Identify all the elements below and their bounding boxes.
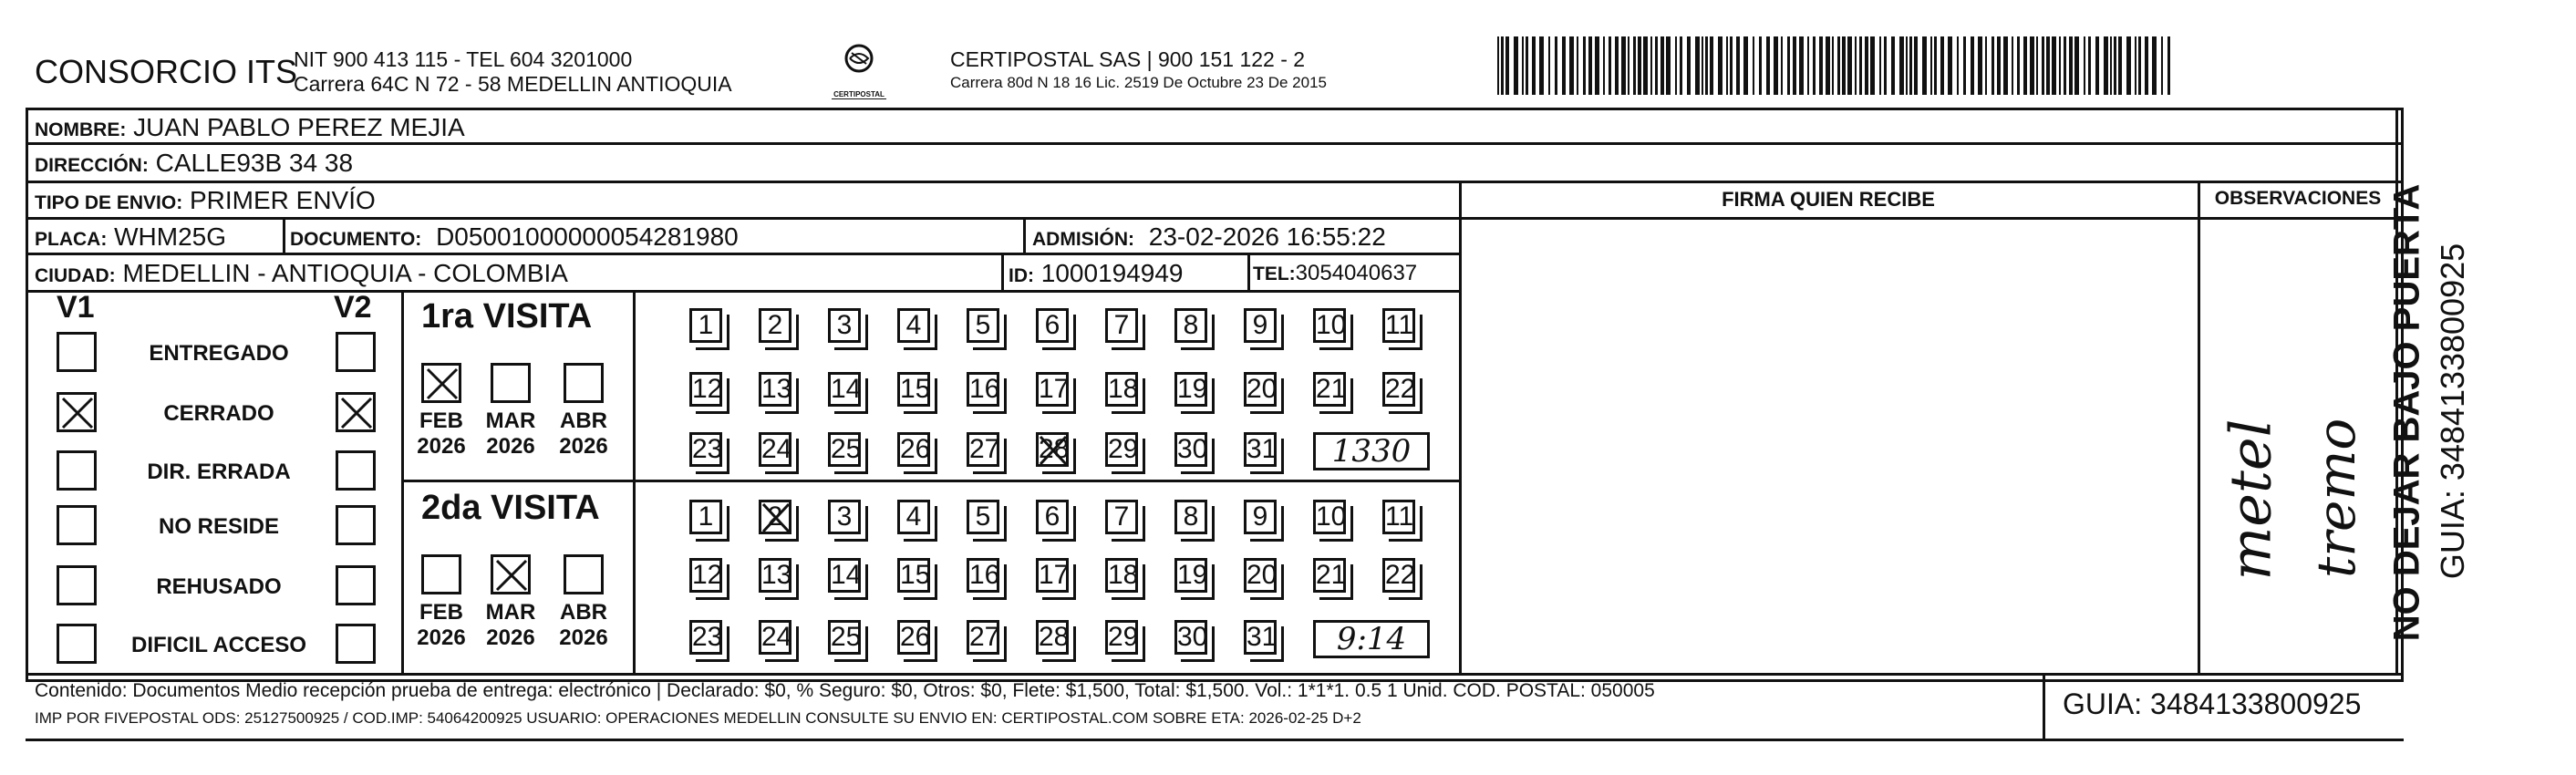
barcode-bar xyxy=(1522,36,1524,95)
barcode-bar xyxy=(1774,36,1778,95)
observaciones-note-1: metel xyxy=(2217,418,2284,581)
second-visit-day-box[interactable]: 14 xyxy=(828,558,861,593)
first-visit-time-box[interactable] xyxy=(1313,432,1430,470)
barcode-bar xyxy=(1837,36,1840,95)
barcode-bar xyxy=(1985,36,1987,95)
company-nit: NIT 900 413 115 - TEL 604 3201000 xyxy=(294,47,633,71)
barcode-bar xyxy=(2064,36,2066,95)
barcode-bar xyxy=(1781,36,1783,95)
second-visit-day-box[interactable]: 12 xyxy=(689,558,722,593)
second-visit-day-box[interactable]: 16 xyxy=(967,558,999,593)
first-visit-day-box[interactable]: 2 xyxy=(759,308,791,343)
barcode-bar xyxy=(2046,36,2050,95)
barcode-bar xyxy=(1930,36,1932,95)
observaciones-note-2: tremo xyxy=(2305,418,2367,578)
second-visit-day-box[interactable]: 4 xyxy=(897,500,930,534)
second-visit-year-label: 2026 xyxy=(559,625,608,650)
v1-checkbox[interactable] xyxy=(57,392,97,432)
v1-checkbox[interactable] xyxy=(57,332,97,372)
barcode-bar xyxy=(2042,36,2044,95)
first-visit-day-box[interactable]: 15 xyxy=(897,372,930,407)
v2-checkbox[interactable] xyxy=(336,392,376,432)
first-visit-day-box[interactable]: 22 xyxy=(1382,372,1415,407)
company-address: Carrera 64C N 72 - 58 MEDELLIN ANTIOQUIA xyxy=(294,72,732,96)
barcode-bar xyxy=(1655,36,1658,95)
direccion-value: CALLE93B 34 38 xyxy=(155,149,354,177)
first-visit-day-box[interactable]: 3 xyxy=(828,308,861,343)
check-mark-icon xyxy=(424,366,460,402)
first-visit-day-box[interactable] xyxy=(1036,432,1069,467)
first-visit-month-label: MAR xyxy=(485,408,536,433)
documento-value: D05001000000054281980 xyxy=(436,222,739,251)
barcode-bar xyxy=(1909,36,1912,95)
cross-mark-icon xyxy=(760,501,792,535)
status-label: DIFICIL ACCESO xyxy=(130,633,306,657)
barcode-bar xyxy=(1948,36,1952,95)
barcode-bar xyxy=(2138,36,2141,95)
documento-label: DOCUMENTO: xyxy=(290,229,422,250)
barcode-bar xyxy=(2036,36,2038,95)
barcode-bar xyxy=(1730,36,1733,95)
second-visit-day-box[interactable]: 15 xyxy=(897,558,930,593)
first-visit-day-box[interactable]: 6 xyxy=(1036,308,1069,343)
barcode-bar xyxy=(1501,36,1504,95)
barcode-bar xyxy=(2118,36,2122,95)
day-number: 28 xyxy=(1039,434,1070,464)
admision-label: ADMISIÓN: xyxy=(1032,229,1134,250)
barcode-bar xyxy=(1753,36,1754,95)
ciudad-label: CIUDAD: xyxy=(35,265,116,286)
first-visit-day-box[interactable]: 18 xyxy=(1105,372,1138,407)
status-label: CERRADO xyxy=(163,401,274,426)
barcode-bar xyxy=(1799,36,1804,95)
barcode-bar xyxy=(1702,36,1703,95)
second-visit-time-value: 9:14 xyxy=(1336,621,1407,657)
barcode-bar xyxy=(1532,36,1536,95)
second-visit-month-label: MAR xyxy=(485,600,536,625)
barcode-bar xyxy=(1842,36,1846,95)
barcode-bar xyxy=(1899,36,1904,95)
second-visit-month-checkbox[interactable] xyxy=(421,554,461,594)
second-visit-day-box[interactable]: 18 xyxy=(1105,558,1138,593)
barcode-bar xyxy=(1884,36,1887,95)
first-visit-month-label: ABR xyxy=(560,408,607,433)
barcode-bar xyxy=(2095,36,2099,95)
second-visit-day-box[interactable]: 17 xyxy=(1036,558,1069,593)
barcode-bar xyxy=(2088,36,2091,95)
check-mark-icon xyxy=(493,557,530,594)
second-visit-year-label: 2026 xyxy=(486,625,535,650)
barcode-bar xyxy=(1695,36,1700,95)
v1-checkbox[interactable] xyxy=(57,450,97,491)
barcode-bar xyxy=(1643,36,1648,95)
barcode-bar xyxy=(1870,36,1875,95)
barcode-bar xyxy=(1595,36,1599,95)
barcode-bar xyxy=(2059,36,2061,95)
v2-checkbox[interactable] xyxy=(336,505,376,545)
barcode-bar xyxy=(2114,36,2116,95)
second-visit-day-box[interactable]: 5 xyxy=(967,500,999,534)
barcode-bar xyxy=(2069,36,2073,95)
second-visit-day-box[interactable]: 6 xyxy=(1036,500,1069,534)
id-label: ID: xyxy=(1009,265,1034,286)
first-visit-day-box[interactable]: 7 xyxy=(1105,308,1138,343)
barcode-bar xyxy=(1934,36,1937,95)
carrier-logo-icon xyxy=(832,42,886,86)
second-visit-day-box[interactable]: 27 xyxy=(967,620,999,655)
first-visit-day-box[interactable]: 10 xyxy=(1313,308,1346,343)
first-visit-month-label: FEB xyxy=(419,408,463,433)
first-visit-year-label: 2026 xyxy=(559,434,608,459)
barcode-bar xyxy=(2052,36,2056,95)
barcode-bar xyxy=(1621,36,1626,95)
barcode-bar xyxy=(1548,36,1550,95)
footer-contenido: Contenido: Documentos Medio recepción prueba de entrega: electrónico | Declarado: $0, % Seguro: $0, Otros: $0, Flete: $1,500, Total: $1,500. Vol.: 1*1*1. 0.5 1 Unid. COD. POSTAL: 050005 xyxy=(35,680,1655,701)
first-visit-day-box[interactable]: 16 xyxy=(967,372,999,407)
second-visit-month-label: ABR xyxy=(560,600,607,625)
barcode-bar xyxy=(1859,36,1862,95)
check-mark-icon xyxy=(338,395,375,431)
barcode-bar xyxy=(1766,36,1770,95)
barcode-bar xyxy=(2167,36,2170,95)
second-visit-day-box[interactable]: 3 xyxy=(828,500,861,534)
placa-label: PLACA: xyxy=(35,229,108,250)
barcode-bar xyxy=(1819,36,1823,95)
cross-mark-icon xyxy=(1037,433,1070,468)
barcode-bar xyxy=(2104,36,2108,95)
first-visit-day-box[interactable]: 29 xyxy=(1105,432,1138,467)
barcode-bar xyxy=(1879,36,1881,95)
barcode-bar xyxy=(1957,36,1959,95)
tipo-envio-label: TIPO DE ENVIO: xyxy=(35,192,183,213)
first-visit-day-box[interactable]: 11 xyxy=(1382,308,1415,343)
barcode-bar xyxy=(2030,36,2034,95)
second-visit-day-box[interactable] xyxy=(759,500,791,534)
second-visit-day-box[interactable]: 25 xyxy=(828,620,861,655)
barcode-bar xyxy=(1609,36,1611,95)
barcode-bar xyxy=(1526,36,1528,95)
barcode-bar xyxy=(2161,36,2163,95)
first-visit-day-box[interactable]: 4 xyxy=(897,308,930,343)
barcode-bar xyxy=(1906,36,1908,95)
barcode-bar xyxy=(1743,36,1748,95)
first-visit-day-box[interactable]: 31 xyxy=(1244,432,1277,467)
second-visit-day-box[interactable]: 13 xyxy=(759,558,791,593)
footer-guia: GUIA: 3484133800925 xyxy=(2063,687,2362,720)
tel-label: TEL: xyxy=(1253,264,1296,284)
first-visit-day-box[interactable]: 9 xyxy=(1244,308,1277,343)
footer-impresion: IMP POR FIVEPOSTAL ODS: 25127500925 / COD.IMP: 54064200925 USUARIO: OPERACIONES MEDELLIN CONSULTE SU ENVIO EN: CERTIPOSTAL.COM SOBRE ETA: 2026-02-25 D+2 xyxy=(35,709,1361,727)
barcode-bar xyxy=(1603,36,1605,95)
first-visit-day-box[interactable]: 30 xyxy=(1174,432,1207,467)
carrier-logo xyxy=(832,42,886,98)
v1-checkbox[interactable] xyxy=(57,565,97,605)
v2-checkbox[interactable] xyxy=(336,624,376,664)
second-visit-day-box[interactable]: 28 xyxy=(1036,620,1069,655)
barcode-bar xyxy=(2074,36,2079,95)
first-visit-month-checkbox[interactable] xyxy=(564,363,604,403)
barcode-bar xyxy=(1891,36,1895,95)
first-visit-day-box[interactable]: 21 xyxy=(1313,372,1346,407)
barcode-bar xyxy=(1650,36,1652,95)
status-label: NO RESIDE xyxy=(158,514,280,539)
second-visit-day-box[interactable]: 22 xyxy=(1382,558,1415,593)
nombre-value: JUAN PABLO PEREZ MEJIA xyxy=(133,113,465,141)
second-visit-day-box[interactable]: 20 xyxy=(1244,558,1277,593)
second-visit-day-box[interactable]: 1 xyxy=(689,500,722,534)
barcode-bar xyxy=(2126,36,2131,95)
barcode-bar xyxy=(1588,36,1592,95)
first-visit-day-box[interactable]: 14 xyxy=(828,372,861,407)
barcode-bar xyxy=(2017,36,2020,95)
barcode-bar xyxy=(1615,36,1619,95)
ciudad-value: MEDELLIN - ANTIOQUIA - COLOMBIA xyxy=(122,259,568,287)
barcode-bar xyxy=(1660,36,1664,95)
second-visit-day-box[interactable]: 24 xyxy=(759,620,791,655)
nombre-label: NOMBRE: xyxy=(35,119,127,140)
barcode-bar xyxy=(1726,36,1728,95)
barcode-bar xyxy=(1675,36,1677,95)
first-visit-day-box[interactable]: 1 xyxy=(689,308,722,343)
barcode-bar xyxy=(1971,36,1974,95)
second-visit-day-box[interactable]: 10 xyxy=(1313,500,1346,534)
barcode-bar xyxy=(1787,36,1790,95)
side-guia: GUIA: 3484133800925 xyxy=(2434,243,2471,580)
tel-value: 3054040637 xyxy=(1295,261,1418,285)
observaciones-header: OBSERVACIONES xyxy=(2214,188,2382,209)
first-visit-day-box[interactable]: 17 xyxy=(1036,372,1069,407)
status-label: REHUSADO xyxy=(156,574,282,599)
id-value: 1000194949 xyxy=(1040,259,1184,287)
first-visit-day-box[interactable]: 27 xyxy=(967,432,999,467)
company-name: CONSORCIO ITS xyxy=(35,53,298,90)
barcode-bar xyxy=(1638,36,1641,95)
v2-checkbox[interactable] xyxy=(336,565,376,605)
second-visit-day-box[interactable]: 29 xyxy=(1105,620,1138,655)
v2-header: V2 xyxy=(334,290,372,325)
barcode-bar xyxy=(1813,36,1816,95)
v1-checkbox[interactable] xyxy=(57,505,97,545)
barcode-bar xyxy=(1914,36,1918,95)
second-visit-day-box[interactable]: 23 xyxy=(689,620,722,655)
first-visit-day-box[interactable]: 19 xyxy=(1174,372,1207,407)
second-visit-day-box[interactable]: 30 xyxy=(1174,620,1207,655)
barcode-bar xyxy=(1514,36,1518,95)
barcode-bar xyxy=(1633,36,1636,95)
first-visit-day-box[interactable]: 23 xyxy=(689,432,722,467)
first-visit-day-box[interactable]: 12 xyxy=(689,372,722,407)
barcode-bar xyxy=(2003,36,2008,95)
barcode-bar xyxy=(1997,36,2001,95)
barcode-bar xyxy=(2084,36,2085,95)
first-visit-day-box[interactable]: 8 xyxy=(1174,308,1207,343)
barcode-bar xyxy=(2135,36,2136,95)
barcode-bar xyxy=(2152,36,2157,95)
barcode-bar xyxy=(2145,36,2148,95)
first-visit-day-box[interactable]: 13 xyxy=(759,372,791,407)
barcode-bar xyxy=(1991,36,1994,95)
second-visit-day-box[interactable]: 19 xyxy=(1174,558,1207,593)
barcode-bar xyxy=(1963,36,1966,95)
first-visit-time-value: 1330 xyxy=(1331,433,1412,470)
tipo-envio-value: PRIMER ENVÍO xyxy=(189,186,376,214)
barcode-bar xyxy=(1569,36,1574,95)
second-visit-day-box[interactable]: 21 xyxy=(1313,558,1346,593)
barcode-bar xyxy=(1832,36,1834,95)
status-label: ENTREGADO xyxy=(149,341,289,366)
barcode-bar xyxy=(1855,36,1857,95)
barcode-bar xyxy=(1710,36,1713,95)
first-visit-day-box[interactable]: 5 xyxy=(967,308,999,343)
barcode-bar xyxy=(1555,36,1557,95)
barcode-bar xyxy=(1539,36,1544,95)
first-visit-title: 1ra VISITA xyxy=(421,297,593,336)
barcode-bar xyxy=(1978,36,1982,95)
barcode-bar xyxy=(1793,36,1796,95)
second-visit-year-label: 2026 xyxy=(417,625,466,650)
barcode-bar xyxy=(1807,36,1809,95)
barcode-bar xyxy=(1736,36,1740,95)
direccion-label: DIRECCIÓN: xyxy=(35,155,149,176)
barcode-bar xyxy=(1865,36,1868,95)
first-visit-day-box[interactable]: 20 xyxy=(1244,372,1277,407)
barcode-bar xyxy=(1666,36,1671,95)
barcode-bar xyxy=(1718,36,1723,95)
second-visit-time-box[interactable] xyxy=(1313,620,1430,658)
first-visit-month-checkbox[interactable] xyxy=(421,363,461,403)
barcode-bar xyxy=(1562,36,1566,95)
first-visit-day-box[interactable]: 24 xyxy=(759,432,791,467)
barcode-bar xyxy=(1628,36,1629,95)
barcode-bar xyxy=(1680,36,1682,95)
carrier-name: CERTIPOSTAL SAS | 900 151 122 - 2 xyxy=(950,47,1306,71)
barcode-bar xyxy=(1847,36,1852,95)
firma-header: FIRMA QUIEN RECIBE xyxy=(1722,188,1935,211)
second-visit-day-box[interactable]: 11 xyxy=(1382,500,1415,534)
barcode-bar xyxy=(2110,36,2112,95)
placa-value: WHM25G xyxy=(114,222,227,251)
side-warning: NO DEJAR BAJO PUERTA xyxy=(2386,183,2427,642)
v2-checkbox[interactable] xyxy=(336,332,376,372)
barcode-bar xyxy=(1583,36,1586,95)
first-visit-year-label: 2026 xyxy=(486,434,535,459)
first-visit-day-box[interactable]: 25 xyxy=(828,432,861,467)
check-mark-icon xyxy=(59,395,96,431)
barcode-bar xyxy=(1687,36,1691,95)
carrier-address: Carrera 80d N 18 16 Lic. 2519 De Octubre 23 De 2015 xyxy=(950,74,1327,91)
day-number: 2 xyxy=(767,501,783,532)
carrier-logo-text: CERTIPOSTAL xyxy=(832,90,886,99)
barcode-bar xyxy=(1759,36,1762,95)
admision-value: 23-02-2026 16:55:22 xyxy=(1148,222,1386,251)
barcode-bar xyxy=(2012,36,2013,95)
barcode xyxy=(1497,36,2178,97)
second-visit-month-checkbox[interactable] xyxy=(564,554,604,594)
v1-header: V1 xyxy=(57,290,95,325)
second-visit-day-box[interactable]: 7 xyxy=(1105,500,1138,534)
status-label: DIR. ERRADA xyxy=(147,460,291,484)
second-visit-month-label: FEB xyxy=(419,600,463,625)
first-visit-year-label: 2026 xyxy=(417,434,466,459)
barcode-bar xyxy=(1497,36,1499,95)
second-visit-day-box[interactable]: 26 xyxy=(897,620,930,655)
v2-checkbox[interactable] xyxy=(336,450,376,491)
barcode-bar xyxy=(1922,36,1927,95)
first-visit-day-box[interactable]: 26 xyxy=(897,432,930,467)
barcode-bar xyxy=(1705,36,1708,95)
barcode-bar xyxy=(1505,36,1509,95)
second-visit-day-box[interactable]: 9 xyxy=(1244,500,1277,534)
second-visit-day-box[interactable]: 31 xyxy=(1244,620,1277,655)
barcode-bar xyxy=(1940,36,1944,95)
second-visit-title: 2da VISITA xyxy=(421,489,600,527)
barcode-bar xyxy=(1826,36,1830,95)
v1-checkbox[interactable] xyxy=(57,624,97,664)
second-visit-month-checkbox[interactable] xyxy=(491,554,531,594)
barcode-bar xyxy=(1577,36,1578,95)
barcode-bar xyxy=(2023,36,2027,95)
second-visit-day-box[interactable]: 8 xyxy=(1174,500,1207,534)
first-visit-month-checkbox[interactable] xyxy=(491,363,531,403)
